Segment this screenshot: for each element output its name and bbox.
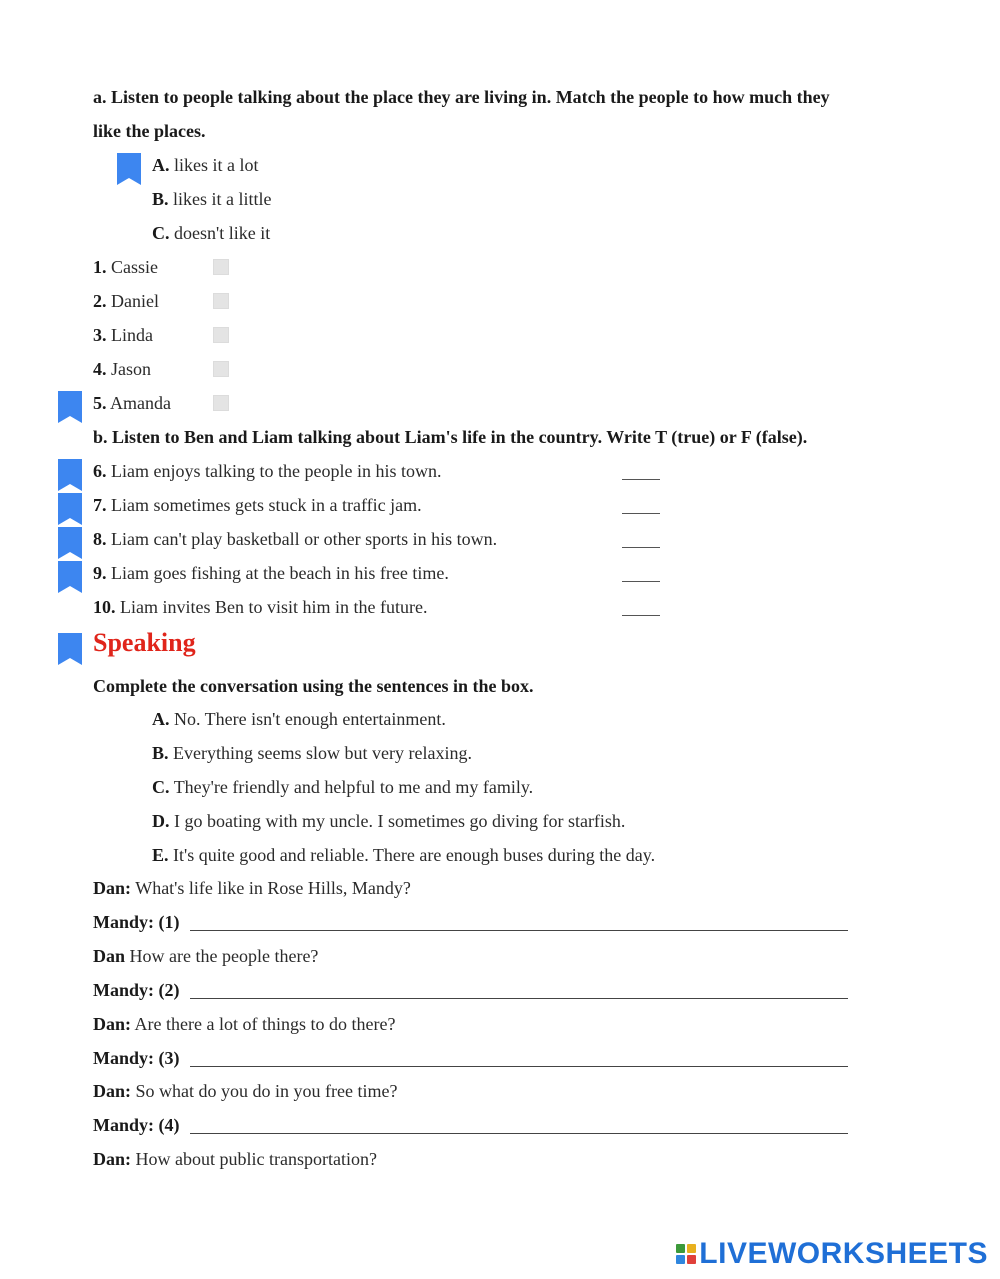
answer-blank-8[interactable] [622,547,660,548]
dialogue-line-mandy-2: Mandy: (2) [93,980,180,1000]
bookmark-icon[interactable] [58,459,82,491]
statement-10: 10. Liam invites Ben to visit him in the future. [93,597,428,617]
answer-line-3[interactable] [190,1066,848,1067]
dialogue-line-mandy-4: Mandy: (4) [93,1115,180,1135]
person-2: 2. Daniel [93,291,159,311]
option-c: C. doesn't like it [152,223,271,243]
bookmark-icon[interactable] [58,527,82,559]
answer-blank-6[interactable] [622,479,660,480]
dialogue-line-mandy-1: Mandy: (1) [93,912,180,932]
logo-text: LIVEWORKSHEETS [699,1237,988,1270]
speaking-instruction: Complete the conversation using the sentences in the box. [93,676,534,696]
statement-7: 7. Liam sometimes gets stuck in a traffic jam. [93,495,422,515]
statement-6: 6. Liam enjoys talking to the people in his town. [93,461,442,481]
option-a: A. likes it a lot [152,155,259,175]
box-sentence-b: B. Everything seems slow but very relaxing. [152,743,472,763]
person-1: 1. Cassie [93,257,158,277]
answer-line-1[interactable] [190,930,848,931]
person-5: 5. Amanda [93,393,171,413]
section-b-instruction: b. Listen to Ben and Liam talking about Liam's life in the country. Write T (true) or F (false). [93,427,808,447]
answer-blank-10[interactable] [622,615,660,616]
answer-box-4[interactable] [213,361,229,377]
logo-grid-icon [676,1244,696,1264]
answer-blank-7[interactable] [622,513,660,514]
box-sentence-d: D. I go boating with my uncle. I sometimes go diving for starfish. [152,811,626,831]
bookmark-icon[interactable] [58,391,82,423]
section-a-instruction-line2: like the places. [93,121,206,141]
person-3: 3. Linda [93,325,153,345]
box-sentence-e: E. It's quite good and reliable. There are enough buses during the day. [152,845,656,865]
statement-8: 8. Liam can't play basketball or other sports in his town. [93,529,498,549]
dialogue-line-dan: Dan: Are there a lot of things to do there? [93,1014,396,1034]
statement-9: 9. Liam goes fishing at the beach in his free time. [93,563,449,583]
dialogue-line-mandy-3: Mandy: (3) [93,1048,180,1068]
box-sentence-c: C. They're friendly and helpful to me and my family. [152,777,534,797]
answer-blank-9[interactable] [622,581,660,582]
answer-box-2[interactable] [213,293,229,309]
box-sentence-a: A. No. There isn't enough entertainment. [152,709,446,729]
bookmark-icon[interactable] [117,153,141,185]
person-4: 4. Jason [93,359,151,379]
dialogue-line-dan: Dan How are the people there? [93,946,319,966]
answer-box-1[interactable] [213,259,229,275]
dialogue-line-dan: Dan: How about public transportation? [93,1149,377,1169]
bookmark-icon[interactable] [58,493,82,525]
liveworksheets-logo [676,1237,988,1271]
option-b: B. likes it a little [152,189,272,209]
answer-box-3[interactable] [213,327,229,343]
dialogue-line-dan: Dan: So what do you do in you free time? [93,1081,398,1101]
answer-line-4[interactable] [190,1133,848,1134]
bookmark-icon[interactable] [58,633,82,665]
answer-line-2[interactable] [190,998,848,999]
section-a-instruction-line1: a. Listen to people talking about the place they are living in. Match the people to how much they [93,87,830,107]
answer-box-5[interactable] [213,395,229,411]
bookmark-icon[interactable] [58,561,82,593]
speaking-heading: Speaking [93,628,196,657]
dialogue-line-dan: Dan: What's life like in Rose Hills, Mandy? [93,878,411,898]
